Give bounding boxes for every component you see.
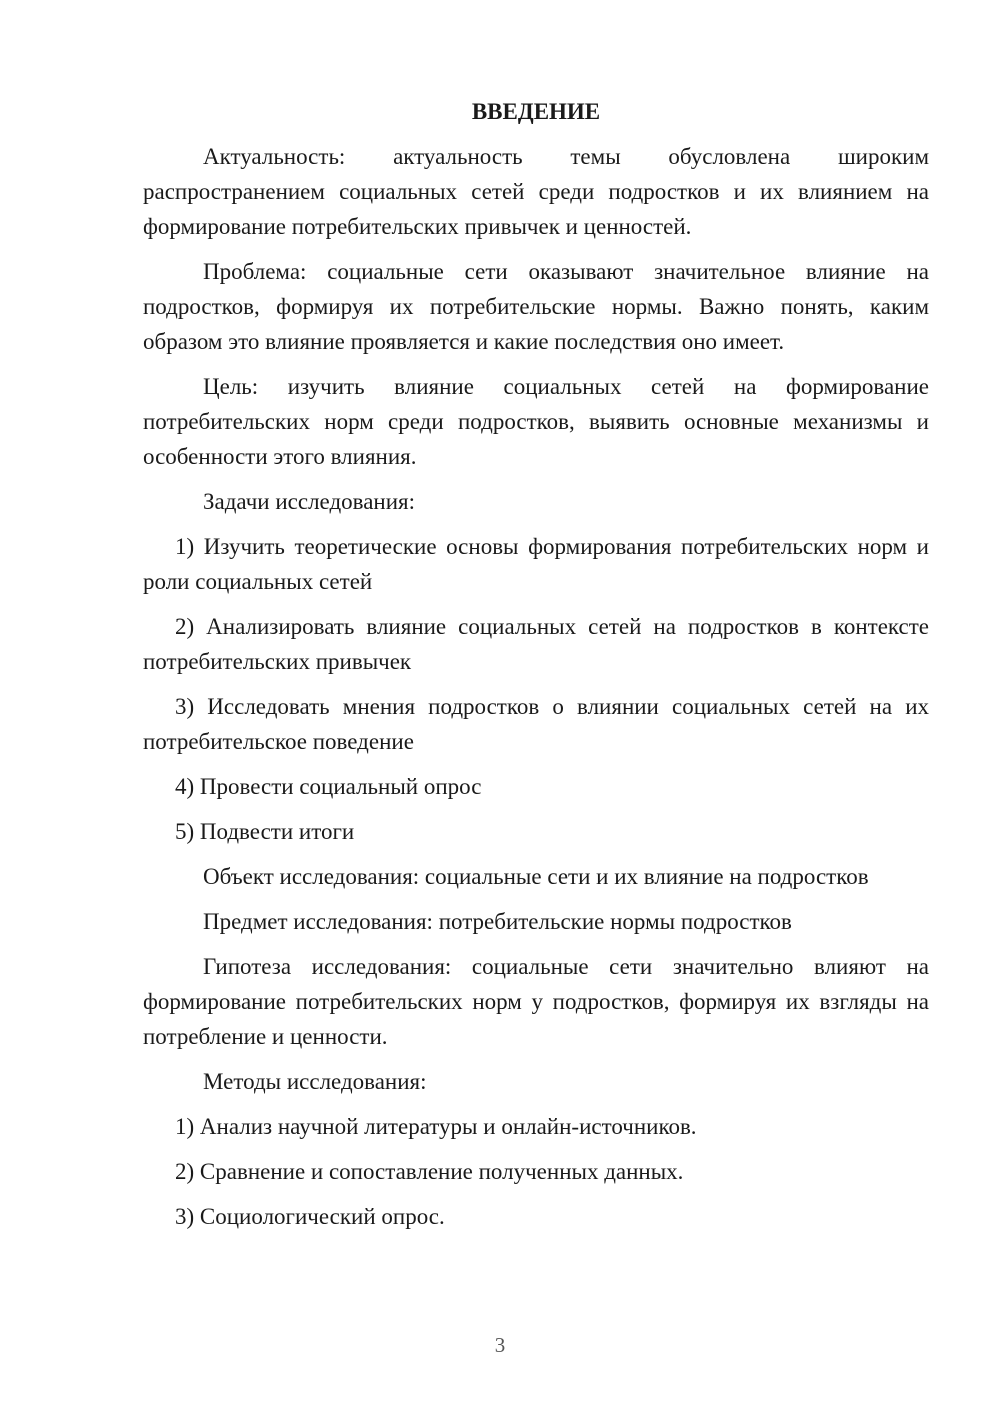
page-number: 3 bbox=[494, 1333, 506, 1357]
task-item-5: 5) Подвести итоги bbox=[175, 819, 355, 844]
method-item-2: 2) Сравнение и сопоставление полученных данных. bbox=[175, 1159, 684, 1184]
problem-paragraph: Проблема: социальные сети оказывают значительное влияние на подростков, формируя их потребительские нормы. Важно понять, каким образом это влияние проявляется и какие последствия оно имеет. bbox=[143, 259, 929, 354]
hypothesis-paragraph: Гипотеза исследования: социальные сети значительно влияют на формирование потребительских норм у подростков, формируя их взгляды на потребление и ценности. bbox=[143, 954, 929, 1049]
relevance-paragraph: Актуальность: актуальность темы обусловлена широким распространением социальных сетей среди подростков и их влиянием на формирование потребительских привычек и ценностей. bbox=[143, 144, 929, 239]
document-page bbox=[143, 96, 929, 1244]
goal-paragraph: Цель: изучить влияние социальных сетей на формирование потребительских норм среди подростков, выявить основные механизмы и особенности этого влияния. bbox=[143, 374, 929, 469]
task-item-2: 2) Анализировать влияние социальных сетей на подростков в контексте потребительских привычек bbox=[143, 614, 929, 674]
methods-heading: Методы исследования: bbox=[203, 1069, 427, 1094]
method-item-1: 1) Анализ научной литературы и онлайн-источников. bbox=[175, 1114, 697, 1139]
research-object: Объект исследования: социальные сети и их влияние на подростков bbox=[203, 864, 869, 889]
section-title: ВВЕДЕНИЕ bbox=[471, 99, 601, 124]
tasks-heading: Задачи исследования: bbox=[203, 489, 416, 514]
task-item-3: 3) Исследовать мнения подростков о влиянии социальных сетей на их потребительское поведение bbox=[143, 694, 929, 754]
research-subject: Предмет исследования: потребительские нормы подростков bbox=[203, 909, 792, 934]
method-item-3: 3) Социологический опрос. bbox=[175, 1204, 445, 1229]
task-item-4: 4) Провести социальный опрос bbox=[175, 774, 482, 799]
task-item-1: 1) Изучить теоретические основы формирования потребительских норм и роли социальных сетей bbox=[143, 534, 929, 594]
